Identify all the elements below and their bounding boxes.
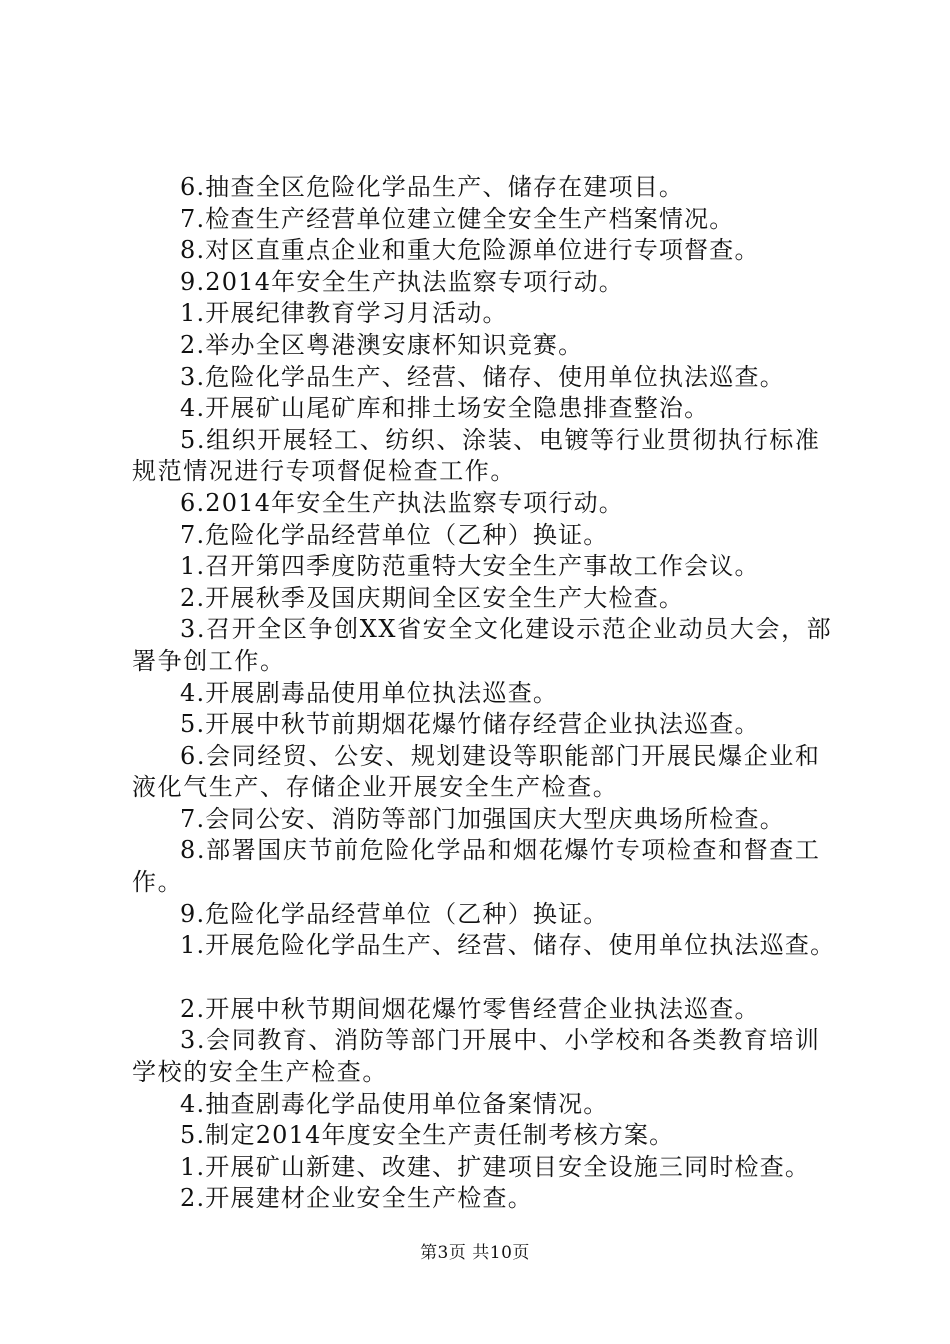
paragraph: 3.危险化学品生产、经营、储存、使用单位执法巡查。	[180, 362, 785, 391]
paragraph: 2.开展中秋节期间烟花爆竹零售经营企业执法巡查。	[180, 994, 760, 1023]
paragraph: 2.开展秋季及国庆期间全区安全生产大检查。	[180, 583, 685, 612]
paragraph: 8.部署国庆节前危险化学品和烟花爆竹专项检查和督查工作。	[132, 836, 821, 897]
paragraph: 1.召开第四季度防范重特大安全生产事故工作会议。	[180, 552, 760, 581]
paragraph: 3.召开全区争创XX省安全文化建设示范企业动员大会，部署争创工作。	[132, 615, 833, 675]
paragraph: 4.开展矿山尾矿库和排土场安全隐患排查整治。	[180, 394, 710, 423]
document-body	[132, 172, 837, 1215]
paragraph: 1.开展矿山新建、改建、扩建项目安全设施三同时检查。	[180, 1152, 811, 1181]
paragraph: 2.举办全区粤港澳安康杯知识竞赛。	[180, 330, 584, 359]
paragraph: 7.会同公安、消防等部门加强国庆大型庆典场所检查。	[180, 804, 785, 833]
paragraph: 4.开展剧毒品使用单位执法巡查。	[180, 678, 559, 707]
paragraph: 1.开展纪律教育学习月活动。	[180, 299, 508, 328]
paragraph: 5.制定2014年度安全生产责任制考核方案。	[180, 1121, 675, 1150]
paragraph: 1.开展危险化学品生产、经营、储存、使用单位执法巡查。	[180, 931, 836, 960]
paragraph: 7.危险化学品经营单位（乙种）换证。	[180, 520, 609, 549]
paragraph: 8.对区直重点企业和重大危险源单位进行专项督查。	[180, 236, 760, 265]
paragraph: 9.2014年安全生产执法监察专项行动。	[180, 267, 624, 296]
paragraph: 5.组织开展轻工、纺织、涂装、电镀等行业贯彻执行标准规范情况进行专项督促检查工作。	[132, 425, 821, 486]
paragraph: 3.会同教育、消防等部门开展中、小学校和各类教育培训学校的安全生产检查。	[132, 1026, 821, 1087]
paragraph: 9.危险化学品经营单位（乙种）换证。	[180, 899, 609, 928]
paragraph: 6.会同经贸、公安、规划建设等职能部门开展民爆企业和液化气生产、存储企业开展安全生产检查。	[132, 741, 821, 802]
paragraph: 6.抽查全区危险化学品生产、储存在建项目。	[180, 173, 685, 201]
paragraph: 4.抽查剧毒化学品使用单位备案情况。	[180, 1089, 609, 1118]
paragraph: 6.2014年安全生产执法监察专项行动。	[180, 488, 624, 517]
paragraph: 5.开展中秋节前期烟花爆竹储存经营企业执法巡查。	[180, 710, 760, 739]
blank-line	[132, 962, 837, 994]
paragraph: 7.检查生产经营单位建立健全安全生产档案情况。	[180, 204, 735, 233]
page-footer: 第3页 共10页	[420, 1243, 530, 1263]
paragraph: 2.开展建材企业安全生产检查。	[180, 1184, 533, 1213]
